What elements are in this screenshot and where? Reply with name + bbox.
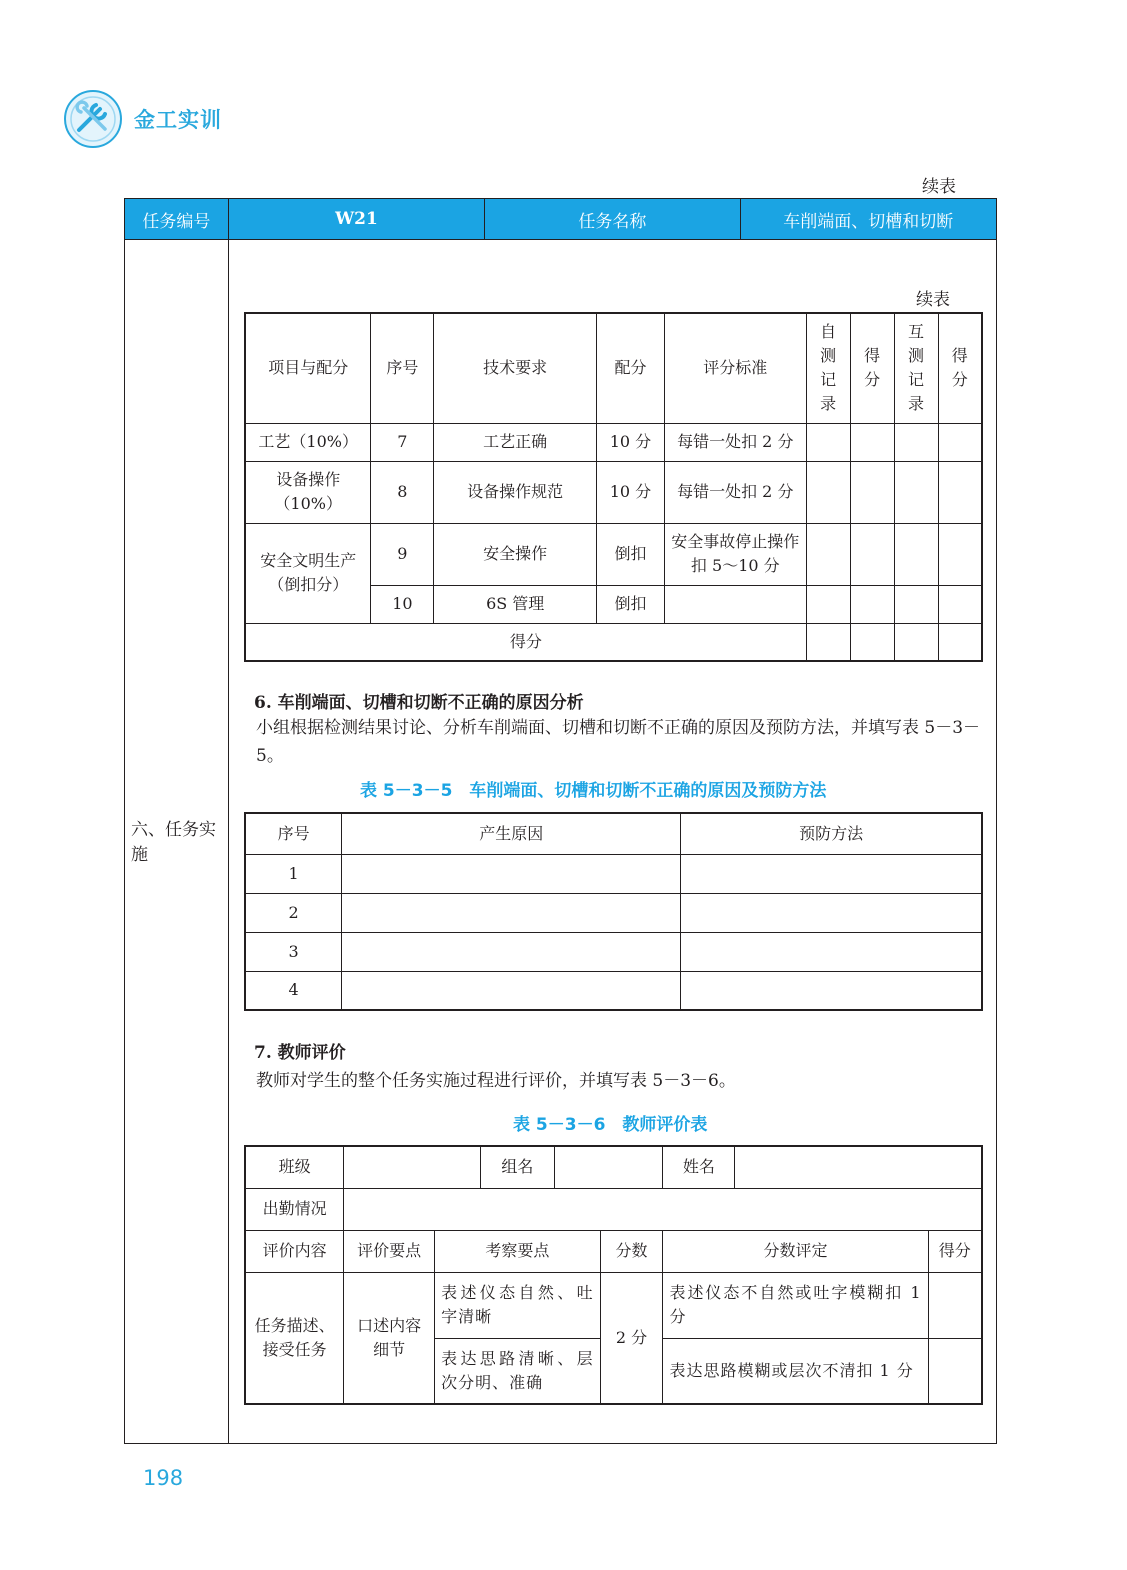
header-cell: 序号 (245, 813, 342, 854)
teacher-evaluation-table (244, 1145, 983, 1405)
cause-table-header (245, 813, 982, 854)
wrench-logo-icon (62, 88, 124, 150)
cell: 每错一处扣 2 分 (664, 423, 806, 461)
cell: 口述内容细节 (344, 1272, 435, 1404)
table-row (245, 854, 982, 893)
table-row (245, 423, 982, 461)
cell: 倒扣 (597, 585, 665, 623)
cell: 每错一处扣 2 分 (664, 461, 806, 523)
header-cell: 互 测 记 录 (894, 313, 938, 423)
paragraph-text: 小组根据检测结果讨论、分析车削端面、切槽和切断不正确的原因及预防方法，并填写表 5－3－5。 (256, 718, 981, 766)
cell: 表述仪态不自然或吐字模糊扣 1 分 (663, 1272, 928, 1338)
cell: 安全事故停止操作扣 5～10 分 (664, 523, 806, 585)
name-value[interactable] (735, 1146, 982, 1188)
header-cell: 序号 (371, 313, 434, 423)
evaluation-header (245, 1230, 982, 1272)
group-label: 组名 (480, 1146, 554, 1188)
score-value[interactable] (928, 1272, 982, 1338)
book-title: 金工实训 (134, 108, 222, 132)
continued-label: 续表 (922, 177, 956, 197)
cell: 工艺（10%） (245, 423, 371, 461)
group-value[interactable] (554, 1146, 663, 1188)
header-cell: 技术要求 (434, 313, 597, 423)
cell: 9 (371, 523, 434, 585)
table-row (245, 1146, 982, 1188)
header-cell: 得 分 (938, 313, 982, 423)
cell: 表达思路模糊或层次不清扣 1 分 (663, 1338, 928, 1404)
table-row (245, 623, 982, 661)
score-table (244, 312, 983, 662)
class-label: 班级 (245, 1146, 344, 1188)
page-number: 198 (143, 1466, 184, 1490)
continued-label-inner: 续表 (916, 290, 950, 310)
table-row (245, 523, 982, 585)
name-label: 姓名 (663, 1146, 735, 1188)
header-cell: 预防方法 (681, 813, 982, 854)
table-row (245, 1272, 982, 1338)
cell: 1 (245, 854, 342, 893)
task-header-row (124, 198, 997, 240)
header-cell: 项目与配分 (245, 313, 371, 423)
cell: 6S 管理 (434, 585, 597, 623)
header-cell: 评价要点 (344, 1230, 435, 1272)
cell: 工艺正确 (434, 423, 597, 461)
table-row (245, 893, 982, 932)
task-id-label: 任务编号 (125, 199, 229, 239)
cell: 3 (245, 932, 342, 971)
header-cell: 分数 (600, 1230, 663, 1272)
task-name-label: 任务名称 (485, 199, 740, 239)
total-label: 得分 (245, 623, 806, 661)
column-divider (228, 240, 229, 1444)
cell: 2 (245, 893, 342, 932)
score-value[interactable] (928, 1338, 982, 1404)
table-5-3-6-caption: 表 5－3－6 教师评价表 (513, 1115, 708, 1135)
cell: 任务描述、接受任务 (245, 1272, 344, 1404)
table-row (245, 461, 982, 523)
cell: 7 (371, 423, 434, 461)
cell: 安全操作 (434, 523, 597, 585)
task-name-value: 车削端面、切槽和切断 (783, 211, 954, 232)
cell: 倒扣 (597, 523, 665, 585)
section-7-paragraph: 教师对学生的整个任务实施过程进行评价，并填写表 5－3－6。 (256, 1071, 736, 1091)
table-row (245, 932, 982, 971)
score-table-header (245, 313, 982, 423)
header-cell: 分数评定 (663, 1230, 928, 1272)
header-cell: 评分标准 (664, 313, 806, 423)
class-value[interactable] (344, 1146, 481, 1188)
section-7-title: 7. 教师评价 (254, 1043, 346, 1063)
header-cell: 配分 (597, 313, 665, 423)
header-cell: 产生原因 (342, 813, 681, 854)
header-cell: 评价内容 (245, 1230, 344, 1272)
cell: 设备操作规范 (434, 461, 597, 523)
attendance-value[interactable] (344, 1188, 982, 1230)
cell: 10 分 (597, 461, 665, 523)
cell: 10 (371, 585, 434, 623)
attendance-label: 出勤情况 (245, 1188, 344, 1230)
section-6-paragraph (236, 714, 994, 770)
task-id-value: W21 (229, 199, 485, 239)
cell: 安全文明生产（倒扣分） (245, 523, 371, 623)
cell: 2 分 (600, 1272, 663, 1404)
cell: 设备操作（10%） (245, 461, 371, 523)
cell: 表述仪态自然、吐字清晰 (435, 1272, 601, 1338)
header-cell: 得 分 (850, 313, 894, 423)
table-row (245, 971, 982, 1010)
table-row (245, 1188, 982, 1230)
section-label: 六、任务实施 (131, 820, 216, 865)
cell (664, 585, 806, 623)
cause-table (244, 812, 983, 1011)
cell: 4 (245, 971, 342, 1010)
cell: 表达思路清晰、层次分明、准确 (435, 1338, 601, 1404)
section-6-title: 6. 车削端面、切槽和切断不正确的原因分析 (254, 693, 584, 713)
header-cell: 得分 (928, 1230, 982, 1272)
header-cell: 自 测 记 录 (806, 313, 850, 423)
header-cell: 考察要点 (435, 1230, 601, 1272)
cell: 8 (371, 461, 434, 523)
table-5-3-5-caption: 表 5－3－5 车削端面、切槽和切断不正确的原因及预防方法 (360, 781, 827, 801)
cell: 10 分 (597, 423, 665, 461)
